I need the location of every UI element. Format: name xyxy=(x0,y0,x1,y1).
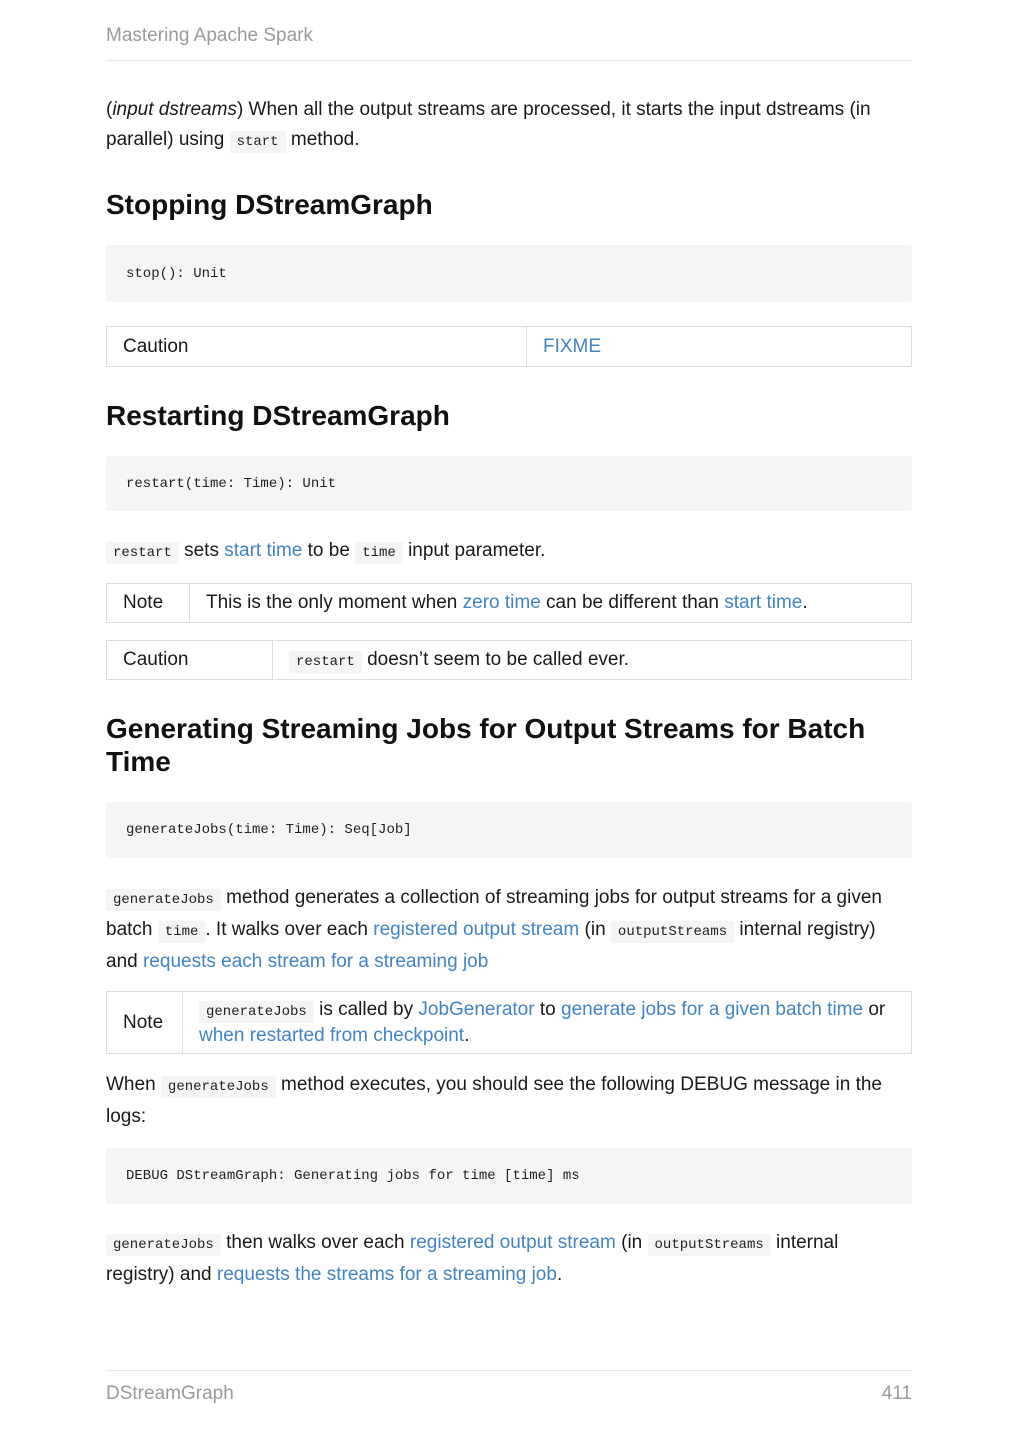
footer-section-title: DStreamGraph xyxy=(106,1383,234,1404)
inline-code-generatejobs: generateJobs xyxy=(161,1076,276,1098)
zero-time-link[interactable]: zero time xyxy=(462,592,541,613)
start-time-link[interactable]: start time xyxy=(224,540,303,561)
text: internal registry) and xyxy=(106,1232,839,1285)
footer-divider xyxy=(106,1370,912,1371)
requests-streams-link[interactable]: requests the streams for a streaming job xyxy=(216,1264,557,1285)
inline-code-time: time xyxy=(158,921,206,943)
text: then walks over each xyxy=(226,1232,405,1253)
intro-paragraph xyxy=(106,95,912,157)
caution-content xyxy=(527,327,912,367)
walks-paragraph xyxy=(106,1228,912,1290)
text: can be different than xyxy=(546,592,719,613)
text: (in xyxy=(584,919,606,940)
caution-label: Caution xyxy=(107,327,527,367)
running-header: Mastering Apache Spark xyxy=(106,25,314,46)
text: internal registry) and xyxy=(106,919,876,972)
caution-box-stopping xyxy=(106,326,912,367)
intro-end: method. xyxy=(290,129,360,150)
inline-code-generatejobs: generateJobs xyxy=(106,889,221,911)
text: sets xyxy=(184,540,219,561)
code-block-generatejobs: generateJobs(time: Time): Seq[Job] xyxy=(106,802,912,858)
heading-restarting: Restarting DStreamGraph xyxy=(106,400,450,431)
note-box-restarting xyxy=(106,583,912,623)
intro-text: ) When all the output streams are processed, it starts the input dstreams (in parallel) using xyxy=(106,99,871,150)
note-box-generating xyxy=(106,991,912,1054)
inline-code-generatejobs: generateJobs xyxy=(106,1234,221,1256)
inline-code-restart: restart xyxy=(106,542,179,564)
heading-generating: Generating Streaming Jobs for Output Streams for Batch Time xyxy=(106,713,866,777)
inline-code-start: start xyxy=(230,131,286,153)
fixme-link[interactable]: FIXME xyxy=(543,335,602,357)
caution-label: Caution xyxy=(107,641,273,680)
inline-code-time: time xyxy=(355,542,403,564)
restarted-from-checkpoint-link[interactable]: when restarted from checkpoint xyxy=(199,1025,465,1046)
code-block-restart: restart(time: Time): Unit xyxy=(106,456,912,511)
text: . xyxy=(556,1264,563,1285)
inline-code-generatejobs: generateJobs xyxy=(199,1001,314,1023)
caution-content xyxy=(273,641,912,680)
text: (in xyxy=(621,1232,643,1253)
page-number: 411 xyxy=(881,1383,912,1404)
inline-code-restart: restart xyxy=(289,651,362,673)
note-content xyxy=(190,584,912,623)
caution-box-restarting xyxy=(106,640,912,680)
text: This is the only moment when xyxy=(206,592,458,613)
intro-emphasis: input dstreams xyxy=(112,99,237,120)
generate-jobs-link[interactable]: generate jobs for a given batch time xyxy=(561,999,864,1020)
generatejobs-paragraph xyxy=(106,883,912,977)
text: . It walks over each xyxy=(205,919,368,940)
jobgenerator-link[interactable]: JobGenerator xyxy=(418,999,535,1020)
registered-output-stream-link[interactable]: registered output stream xyxy=(373,919,580,940)
inline-code-outputstreams: outputStreams xyxy=(648,1234,771,1256)
note-content xyxy=(183,992,912,1054)
code-block-stop: stop(): Unit xyxy=(106,245,912,302)
text: to xyxy=(539,999,556,1020)
text: method executes, you should see the following DEBUG message in the logs: xyxy=(106,1074,882,1127)
text: input parameter. xyxy=(408,540,546,561)
text: . xyxy=(464,1025,470,1046)
start-time-link[interactable]: start time xyxy=(724,592,803,613)
text: doesn’t seem to be called ever. xyxy=(367,649,630,670)
text: . xyxy=(802,592,808,613)
heading-stopping: Stopping DStreamGraph xyxy=(106,189,433,220)
restart-paragraph xyxy=(106,536,912,568)
inline-code-outputstreams: outputStreams xyxy=(611,921,734,943)
text: to be xyxy=(307,540,350,561)
requests-each-stream-link[interactable]: requests each stream for a streaming job xyxy=(142,951,489,972)
registered-output-stream-link[interactable]: registered output stream xyxy=(409,1232,616,1253)
note-label: Note xyxy=(107,992,183,1054)
text: is called by xyxy=(319,999,414,1020)
intro-open: ( xyxy=(106,99,113,120)
debug-intro-paragraph xyxy=(106,1070,912,1132)
header-divider xyxy=(106,60,912,61)
text: When xyxy=(106,1074,156,1095)
text: or xyxy=(868,999,886,1020)
text: method generates a collection of streaming jobs for output streams for a given batch xyxy=(106,887,882,940)
note-label: Note xyxy=(107,584,190,623)
code-block-debug: DEBUG DStreamGraph: Generating jobs for time [time] ms xyxy=(106,1148,912,1204)
